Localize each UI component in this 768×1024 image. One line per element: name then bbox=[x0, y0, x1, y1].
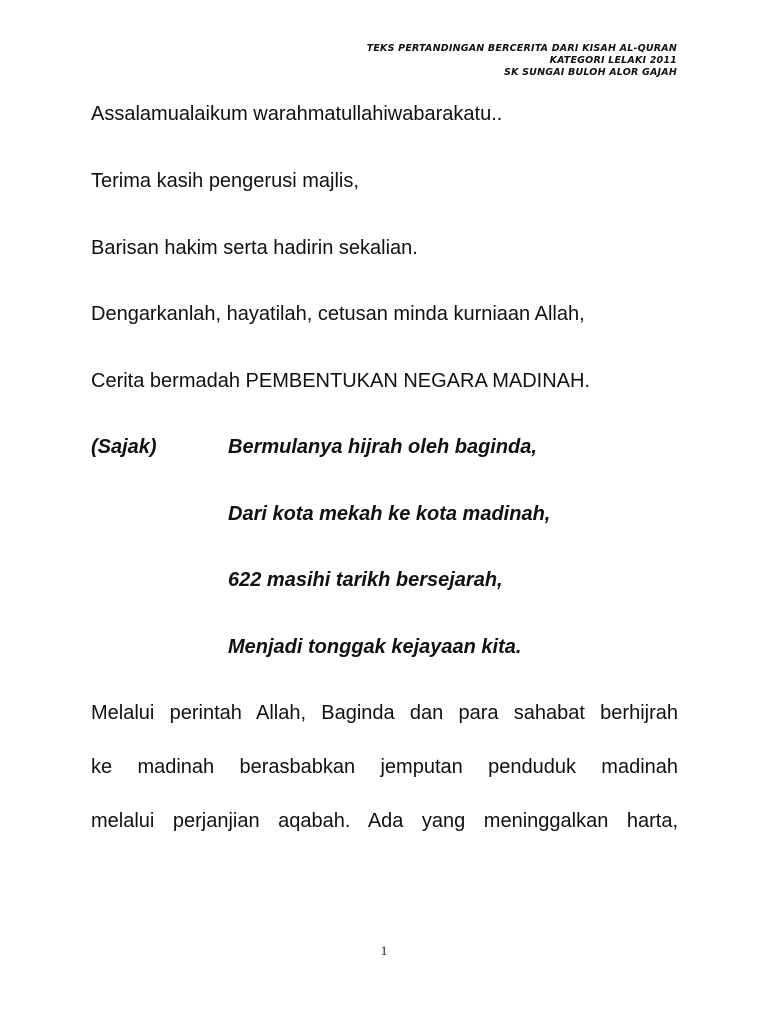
page-number: 1 bbox=[380, 943, 388, 958]
paragraph-line-2: ke madinah berasbabkan jemputan penduduk madinah bbox=[91, 756, 678, 778]
document-header bbox=[367, 43, 677, 79]
listen-line: Dengarkanlah, hayatilah, cetusan minda kurniaan Allah, bbox=[91, 303, 585, 325]
verse-line-1: Bermulanya hijrah oleh baginda, bbox=[228, 436, 537, 458]
sajak-label: (Sajak) bbox=[91, 436, 157, 458]
verse-line-4: Menjadi tonggak kejayaan kita. bbox=[228, 636, 522, 658]
paragraph-line-3: melalui perjanjian aqabah. Ada yang meninggalkan harta, bbox=[91, 810, 678, 832]
thanks-line: Terima kasih pengerusi majlis, bbox=[91, 170, 359, 192]
greeting-line: Assalamualaikum warahmatullahiwabarakatu.. bbox=[91, 103, 503, 125]
judges-line: Barisan hakim serta hadirin sekalian. bbox=[91, 237, 418, 259]
verse-line-2: Dari kota mekah ke kota madinah, bbox=[228, 503, 551, 525]
verse-line-3: 622 masihi tarikh bersejarah, bbox=[228, 569, 503, 591]
story-title-line: Cerita bermadah PEMBENTUKAN NEGARA MADINAH. bbox=[91, 370, 591, 392]
header-line-school: SK SUNGAI BULOH ALOR GAJAH bbox=[504, 67, 677, 78]
header-line-title: TEKS PERTANDINGAN BERCERITA DARI KISAH AL-QURAN bbox=[366, 43, 677, 54]
paragraph-line-1: Melalui perintah Allah, Baginda dan para sahabat berhijrah bbox=[91, 702, 678, 724]
header-line-category: KATEGORI LELAKI 2011 bbox=[549, 55, 677, 66]
